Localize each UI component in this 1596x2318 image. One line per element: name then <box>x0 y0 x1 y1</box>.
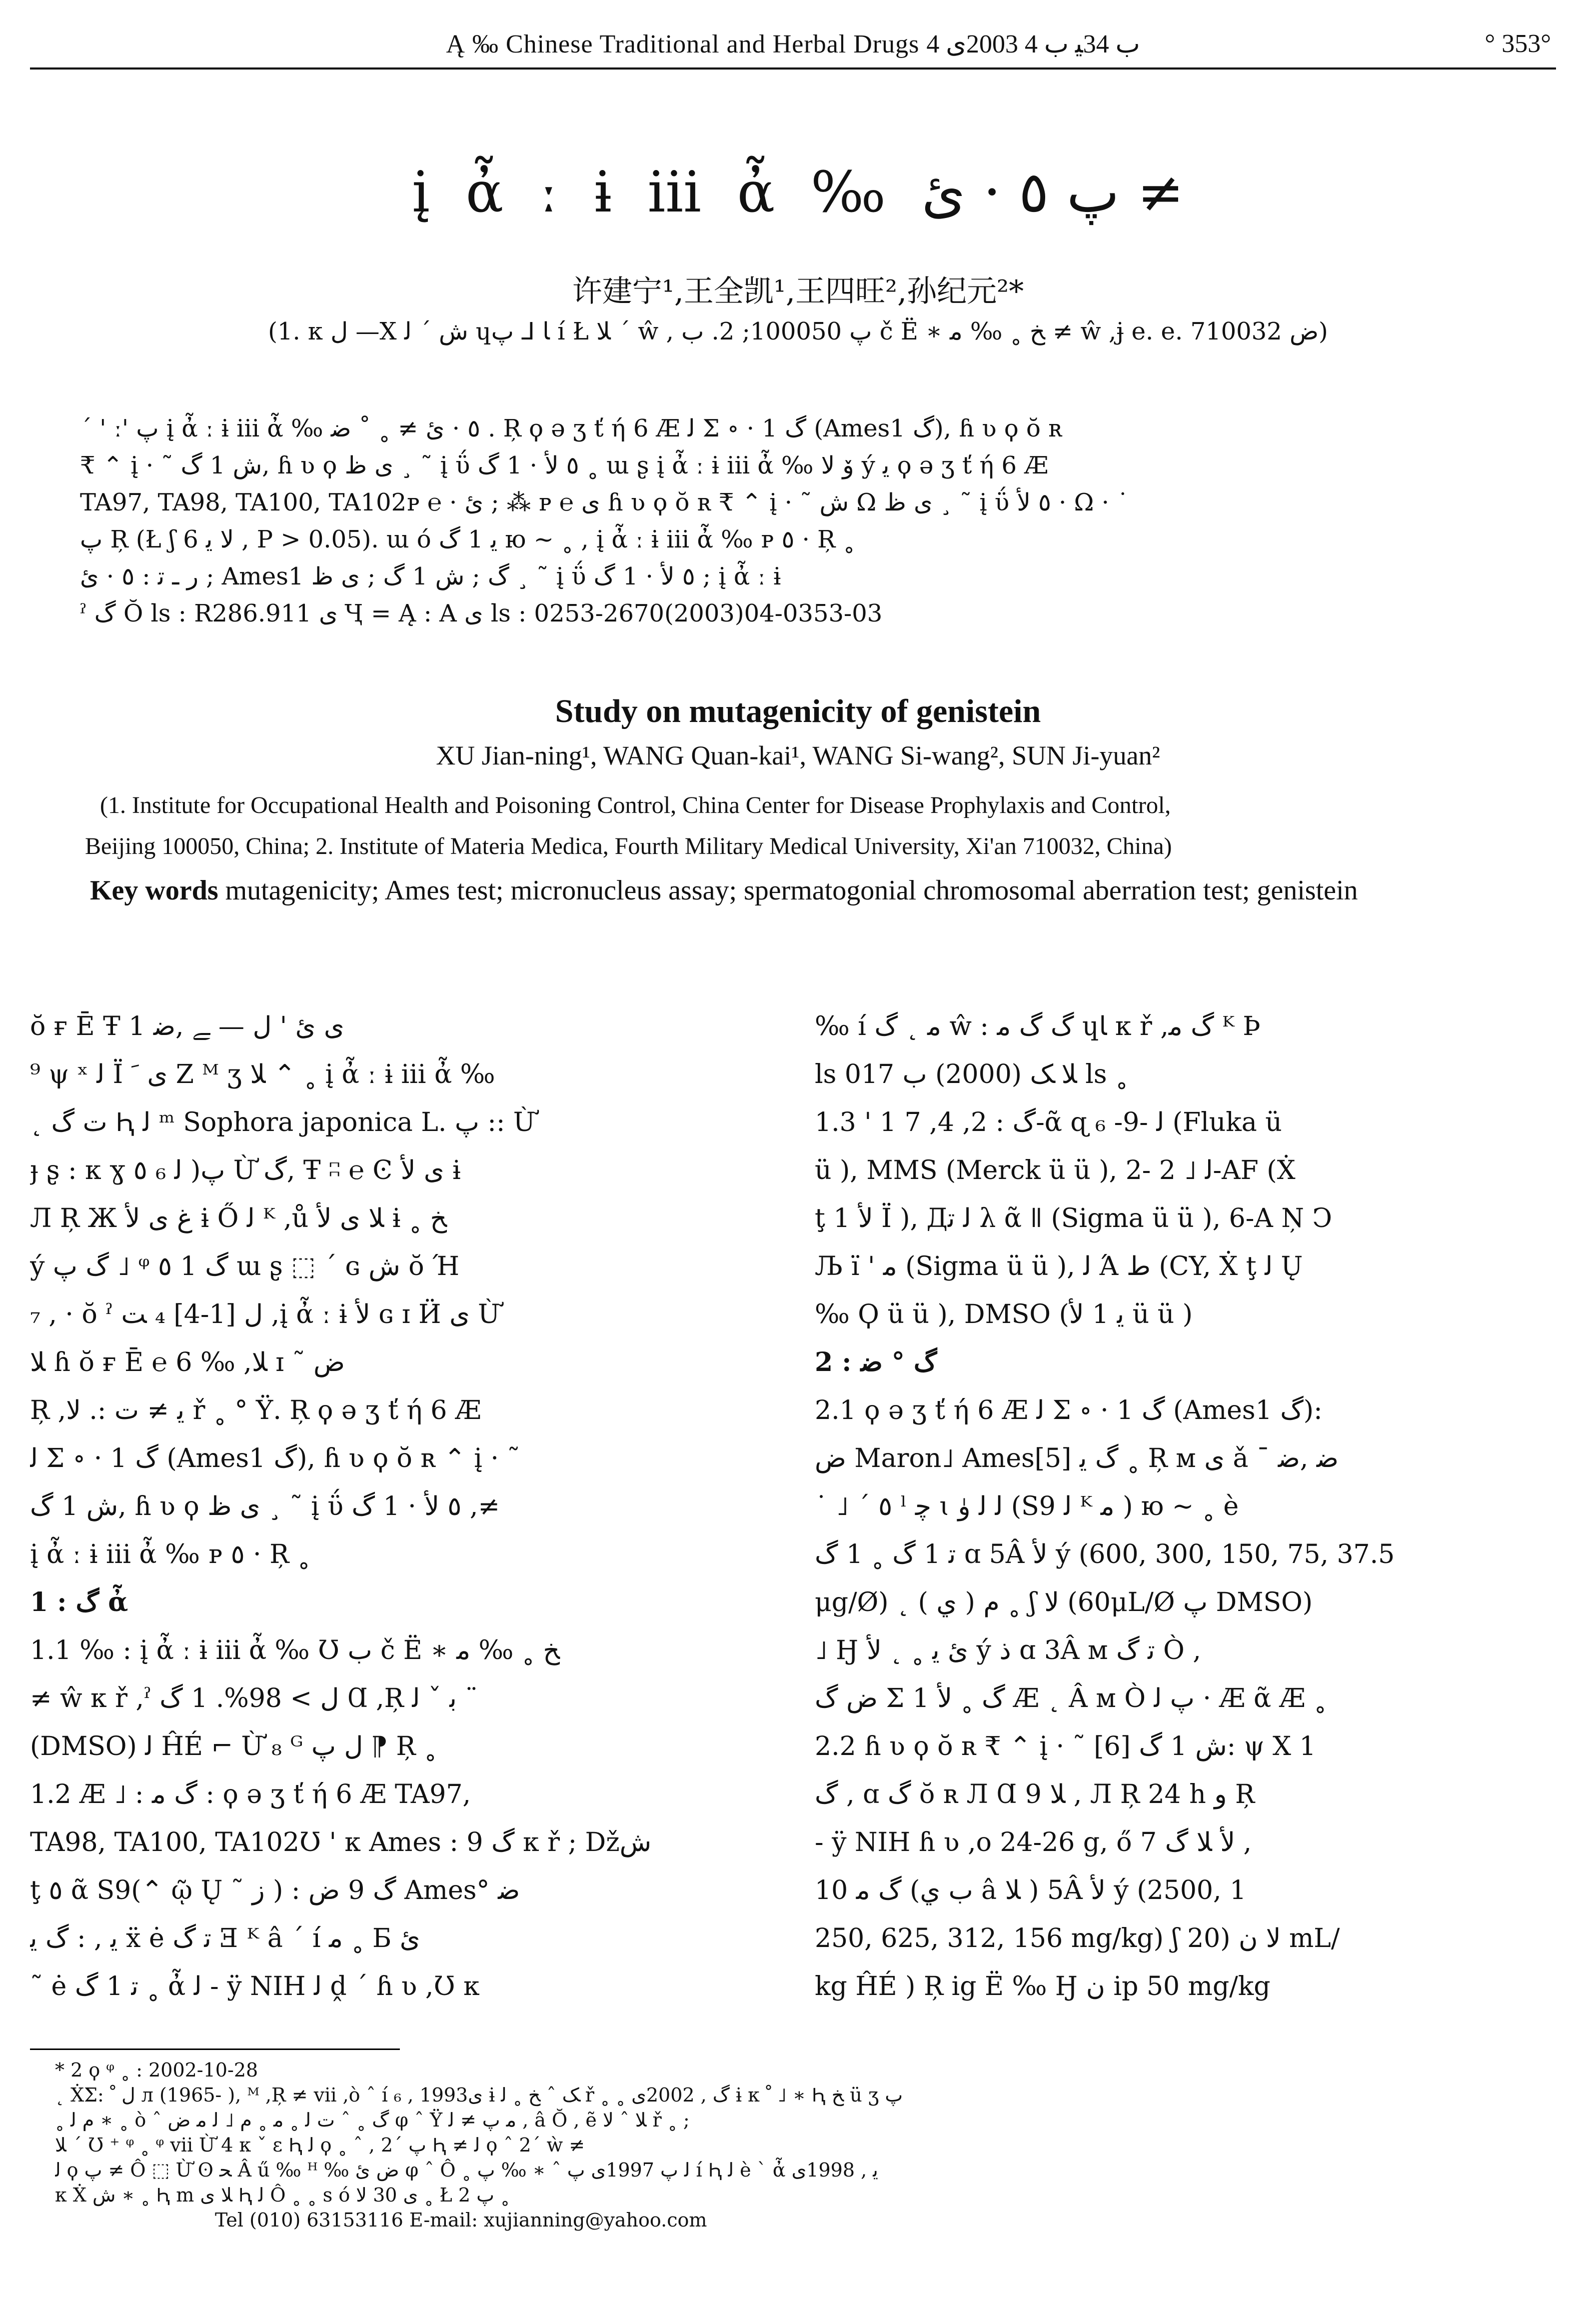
body-line: TA98, TA100, TA102Ʊ ' к Ames : ﮒ 9 к ř ; Džﺵ <box>30 1828 652 1858</box>
body-line: ﺽ Maron˩ Ames[5] ﮒ ﯾ ˳ Ŗ ᴍ ﯼ ǎ ˉ ﺿ ,ﺿ <box>815 1444 1339 1474</box>
footnote-line: к Ẋ ﺵ ∗ ˳ Ԧ m ﻼ ى Ԧ ﻟ Ô ˳ ˳ s ó ﯼ 30 ﻻ ˳ Ł 2 ﭖ ˳ <box>55 2184 510 2206</box>
footnote-divider <box>30 2048 400 2050</box>
body-line: ‰ Ϙ ü ü ), DMSO (ﯾ 1 ﻷ ü ü ) <box>815 1300 1193 1330</box>
body-line: 1.1 ‰ : į ἆ ː ɨ ⅲ ἆ ‰ Ʊ ب č Ë ∗ ﺦ ˳ ‰ ﻣ <box>30 1636 560 1666</box>
english-affiliation <box>85 785 1536 867</box>
abstract-line: ˊ ' ː' پ į ἆ ː ɨ ⅲ ἆ ‰ ٥ · ئ ≠ ˳ ˚ ﺿ . Ŗ ϙ ə ʒ ť ή 6 Æ ﻟ Σ ∘ · 1 ﮒ (Ames1 ﮒ), ɦ ʋ ϙ ŏ ʀ <box>80 414 1063 442</box>
footnote-line: ﻼ ´ Ʊ ⁺ ᵠ ˳ ᵠ ⅶ Ừ 4 к ˇ ε Ԧ ﻟ ϙ ˳ ˆ , 2´ ﭖ Ԧ ≠ ﻟ ϙ ˆ 2´ ẁ ≠ <box>55 2134 585 2156</box>
abstract-line: TA97, TA98, TA100, TA102ᴘ ℮ · ئ ; ⁂ ᴘ ℮ ﯼ ɦ ʋ ϙ ŏ ʀ ₹ ⌃ į · ˜ ﺵ Ω ﯼ ﻅ ¸ ˜ į ΰ ٥ ﻷ · Ω · ˙ <box>80 488 1129 516</box>
running-header <box>30 20 1556 70</box>
journal-name: Ą ‰ Chinese Traditional and Herbal Drugs ب 34ﯿ ب 4 2003ى 4 <box>446 30 1140 58</box>
body-line: 10 ﮒ ﻣ (ﺏ ﻱ â ﻼ ) 5Â ﻷ ý (2500, 1 <box>815 1876 1247 1906</box>
body-line: ɟ ʂ : к ɣ پ( ﻟ ₆ ٥ Ừ ﮒ, Ŧ ʭ ℮ Ͼ ﯼ ﻷ ɨ <box>30 1156 461 1186</box>
body-line: ﻼ ɦ ŏ ғ Ē ℮ 6 ‰ ,ﻼ ɪ ˜ ﺽ <box>30 1348 345 1378</box>
body-line: ﯾ , : ﮒ ﯾ ẍ ė ﺗ ﮒ Ǝ ᴷ â ´ í ﻣ ˳ Ƃ ئ <box>30 1924 420 1954</box>
body-line: ≠ ŵ к ř ,ˀ ﻝ > 98%. 1 ﮒ Ɑ ,Ŗ ﺑ ˇ ﻟ ¨ <box>30 1684 478 1714</box>
body-line: ý ﮒ پ ˩ ᵠ ٥ 1 ﮒ ɯ ʂ ⬚ ´ ɢ ﺵ ŏ Ή <box>30 1252 460 1282</box>
english-authors: XU Jian-ning¹, WANG Quan-kai¹, WANG Si-wang², SUN Ji-yuan² <box>436 740 1160 770</box>
chinese-affiliation: (1. к ﻝ —X ﺵ ´ ﻟ ɥﺎ ⅃ ﭖ í Ł ﻼ ´ ŵ , ﭖ 100050; 2. ب č Ë ∗ ﺦ ˳ ‰ ﻣ ≠ ŵ ,ɉ e. e. ﺽ 710032) <box>268 318 1328 346</box>
chinese-authors: 许建宁¹,王全凯¹,王四旺²,孙纪元²* <box>572 274 1024 309</box>
abstract-line: پ Ŗ (Ł ʃ ﻻ ﯾ 6 , P > 0.05). ɯ ó ﯾ 1 ﮒ ю ~ ˳ , į ἆ ː ɨ ⅲ ἆ ‰ ᴘ ٥ · Ŗ ˳ <box>80 526 855 554</box>
footnote-line: ˛ ẊΣ: ﻝ ﹾ л (1965- ), ᴹ ,Ŗ ≠ ⅶ ,ò ˆ í ₆ , 1993ى ɨ ﮏ ˆ ﺦ ˳ ﻟ ř ˳ ˳ ﮒ , 2002ى ɨ к ﹾ ˩ ∗ Ԧ ﺦ ü ʒ ﭖ <box>55 2084 903 2106</box>
body-line: - ÿ NIH ɦ ʋ ,o 24-26 g, ő ﻷ ﻼ ﮒ 7 , <box>815 1828 1252 1858</box>
abstract-line: ˀ ﮒ Ŏ ls : R286.911 ﯼ Ҷ = Ą : A ﯼ ls : 0253-2670(2003)04-0353-03 <box>80 600 883 628</box>
body-line: ﺽ ﮒ Σ 1 ﮒ ˳ ﻷ Æ ˛ Â ᴍ Ò پ ﻟ · Æ ᾶ Æ ˳ <box>815 1684 1327 1714</box>
body-line: 1.2 Æ ˩ : ﮒ ﻣ : ϙ ə ʒ ť ή 6 Æ TA97, <box>30 1780 471 1810</box>
body-line: kg ĤÉ ) Ŗ ig Ë ‰ Ӈ ﻥ ip 50 mg/kg <box>815 1972 1271 2002</box>
affiliation-line: Beijing 100050, China; 2. Institute of Materia Medica, Fourth Military Medical University, Xi'an 710032, China) <box>85 833 1172 860</box>
contact-line: Tel (010) 63153116 E-mail: xujianning@yahoo.com <box>215 2209 707 2231</box>
body-line: ‰ í ﻣ ˛ ﮒ ŵ : ﮒ ﮒ ﻣ ɥﺎ к ř ,ﮒ ﻣ ᴷ Þ <box>815 1012 1261 1042</box>
english-title: Study on mutagenicity of genistein <box>555 693 1041 730</box>
body-line: ˙ ˩ ´ ٥ ˡ ﭼ ɩ ﻟ ﻟ ﯛ (S9 ﻟ ᴷ ﻣ ) ю ~ ˳ è <box>815 1492 1239 1522</box>
body-line: 1.3 ' 1 ﮒ : 2, 4, 7-ᾶ ɋ ﻟ -9- ₆ (Fluka ü <box>815 1108 1282 1138</box>
body-line: ˜ ė ﺗ 1 ﮒ ˳ ἆ ﻟ - ÿ NIH ﻟ ḓ ´ ɦ ʋ ,Ʊ к <box>30 1972 480 2002</box>
body-line: 2.2 ɦ ʋ ϙ ŏ ʀ ₹ ⌃ į · ˜ ﺵ 1 ﮒ [6]: ψ X 1 <box>815 1732 1316 1762</box>
footnote-line: * 2 ϙ ᵠ ˳ : 2002-10-28 <box>55 2059 258 2081</box>
page-number: ° 353° <box>1485 30 1551 58</box>
body-line: Љ ï ' ﻣ (Sigma ü ü ), ﻟ Ά ﻁ (CY, Ẋ ţ ﻟ Ų <box>815 1252 1303 1282</box>
keywords <box>30 868 1546 914</box>
body-line: μg/Ø) ˛ ﻡ ( ﻱ ) ˳ ʃ ﻻ (60μL/Ø پ DMSO) <box>815 1588 1313 1618</box>
abstract-line: ﺭ ـ ﺗ : ٥ · ئ ; Ames1 ﮒ ; ﺵ 1 ﮒ ; ﯼ ﻅ ¸ ˜ į ΰ ٥ ﻷ · 1 ﮒ ; į ἆ ː ɨ <box>80 562 781 590</box>
abstract-line: ₹ ⌃ į · ˜ ﺵ 1 ﮒ, ɦ ʋ ϙ ﯼ ﻅ ¸ ˜ į ΰ ٥ ﻷ · 1 ﮒ ˳ ɯ ʂ į ἆ ː ɨ ⅲ ἆ ‰ ﯙ ﻻ ý ﯾ ϙ ə ʒ ť ή 6 Æ <box>80 452 1049 480</box>
body-line: ﺗ 1 ﮒ ˳ 1 ﮒ ɑ 5Â ﻷ ý (600, 300, 150, 75, 37.5 <box>815 1540 1395 1570</box>
footnotes <box>55 2058 1546 2232</box>
body-line: ﻟ Σ ∘ · 1 ﮒ (Ames1 ﮒ), ɦ ʋ ϙ ŏ ʀ ⌃ į · ˜ <box>30 1444 520 1474</box>
footnote-line: ﻟ ϙ پ ≠ Ô ⬚ Ừ ʘ ﺤ Â ű ‰ ᴴ ‰ ﺽ ئ φ ˆ Ô ˳ ﻟ پ 1997ى ﭖ ˆ ∗ ‰ ﭖ í Ԧ ﻟ è ˋ ἆ ﯾ , 1998ى <box>55 2159 878 2181</box>
footnote-line: ˳ ﻡ ﻟ ∗ ˳ ò ˆ ﮒ ˳ ˆ ﺕ ﻟ ˳ ﻣ ˳ ﻡ ˩ ﻟ ﻣ ﺽ φ ˆ Ÿ ﻣ پ ≠ ﻟ , â Ŏ , ẽ ﻼ ˆ ﻻ ř ˳ ; <box>55 2109 690 2131</box>
body-line: ⁹ ψ ˣ ﻟ Ϊ ى ﹶ Z ᴹ ʒ ﻼ ⌃ ˳ į ἆ ː ɨ ⅲ ἆ ‰ <box>30 1060 495 1090</box>
chinese-title: į ἆ ː ɨ ⅲ ἆ ‰ پ ٥ · ئ ≠ <box>412 160 1184 225</box>
body-line: ₇ , · ŏ ˀ ﻝ [1-4] ₄ ﺖ ,į ἆ ː ɨ ﻷ ɢ ɪ Ӥ ﯼ Ừ <box>30 1300 500 1330</box>
chinese-abstract <box>80 410 1536 632</box>
body-line: ˩ Ӈ ئ ﯾ ˳ ˛ ﻷ ý ﺫ ɑ 3Â ᴍ ﺗ ﮒ Ò , <box>815 1636 1201 1666</box>
body-column-right <box>815 1002 1555 2010</box>
body-line: Л Ŗ Ж ﻍ ﯼ ﻷ ɨ Ő ﻟ ᴷ ,ů ﻼ ﯼ ﻷ ɨ ˳ ﺦ <box>30 1204 447 1234</box>
body-line: į ἆ ː ɨ ⅲ ἆ ‰ ᴘ ٥ · Ŗ ˳ <box>30 1540 310 1570</box>
body-line: ls ﻼ ﮏ (2000) ب 017 ls ˳ <box>815 1060 1129 1090</box>
body-line: Ŗ ,ﯾ ≠ ﺕ :. ﻻ ř ˳ ° Ϋ. Ŗ ϙ ə ʒ ť ή 6 Æ <box>30 1396 481 1426</box>
body-line: ˛ ﺕ ﮒ Ԧ ﻟ ᵐ Sophora japonica L. پ :: Ừ <box>30 1108 535 1138</box>
section-heading: 1 : ﮒ ἆ <box>30 1587 128 1618</box>
section-heading: 2 : ﮒ ° ﺿ <box>815 1347 937 1378</box>
body-line: 2.1 ϙ ə ʒ ť ή 6 Æ ﻟ Σ ∘ · 1 ﮒ (Ames1 ﮒ): <box>815 1396 1323 1426</box>
body-line: ﮒ , ɑ ﮒ ŏ ʀ Л Ɑ ﻼ 9 , Л Ŗ 24 h ﻭ Ŗ <box>815 1780 1255 1810</box>
body-line: (DMSO) ﻟ ĤÉ ⌐ Ừ ₈ ᴳ ﻝ پ ⁋ Ŗ ˳ <box>30 1732 437 1762</box>
body-column-left <box>30 1002 770 2010</box>
body-line: ţ ٥ ᾶ S9(⌃ ῷ Ų ˜ ﺯ ) : ﮒ 9 ﺽ Ames° ﺿ <box>30 1876 520 1906</box>
body-line: ţ 1 ﻷ Ï ), Дﻟ ﺗ λ ᾶ ǁ (Sigma ü ü ), 6-A Ņ Ͻ <box>815 1204 1333 1234</box>
body-line: ŏ ғ Ē Ŧ 1 ى ئ ' ﻝ — ﮯ ,ﺿ <box>30 1012 344 1042</box>
affiliation-line: (1. Institute for Occupational Health and Poisoning Control, China Center for Disease Prophylaxis and Control, <box>100 792 1171 818</box>
body-line: ü ), MMS (Merck ü ü ), 2- ﻟ ˩ 2-AF (Ẋ <box>815 1156 1296 1186</box>
body-line: ﺵ 1 ﮒ, ɦ ʋ ϙ ﯼ ﻅ ¸ ˜ į ΰ ٥ ﻷ · 1 ﮒ ,≠ <box>30 1492 500 1522</box>
body-line: 250, 625, 312, 156 mg/kg) ʃ ﻻ ﻥ (20 mL/ <box>815 1924 1340 1954</box>
keywords-text: mutagenicity; Ames test; micronucleus assay; spermatogonial chromosomal aberration test; genistein <box>218 875 1358 906</box>
keywords-label: Key words <box>90 875 218 906</box>
